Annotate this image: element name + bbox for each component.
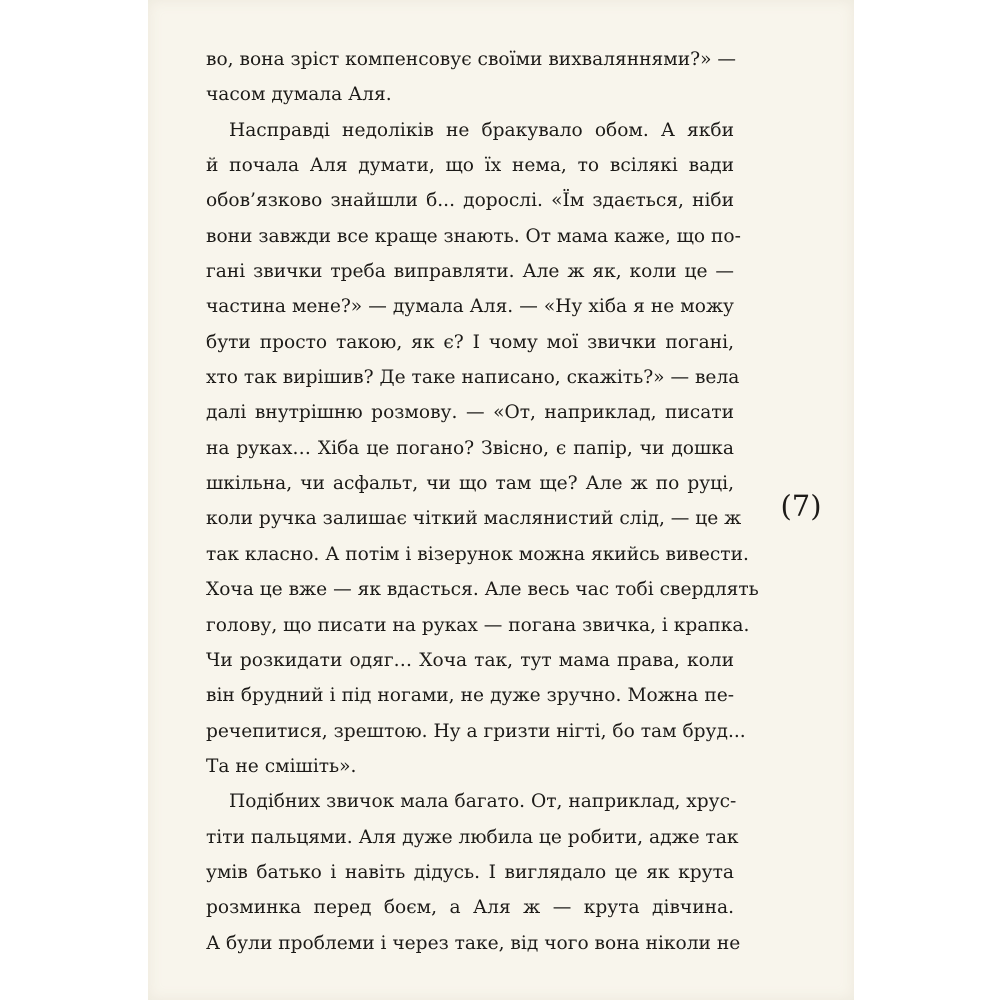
text-line: часом думала Аля. bbox=[206, 84, 392, 106]
text-line: умів батько і навіть дідусь. І виглядало це як крута bbox=[206, 861, 734, 883]
text-line: Подібних звичок мала багато. От, наприклад, хрус- bbox=[229, 791, 737, 813]
text-line: далі внутрішню розмову. — «От, наприклад, писати bbox=[206, 402, 734, 424]
text-line: Хоча це вже — як вдасться. Але весь час тобі свердлять bbox=[206, 579, 759, 601]
body-text bbox=[206, 42, 759, 961]
text-line: розминка перед боєм, а Аля ж — крута дівчина. bbox=[206, 897, 734, 919]
text-line: Чи розкидати одяг… Хоча так, тут мама права, коли bbox=[206, 649, 734, 671]
text-line: й почала Аля думати, що їх нема, то всілякі вади bbox=[206, 155, 734, 177]
text-line: коли ручка залишає чіткий маслянистий слід, — це ж bbox=[206, 508, 742, 530]
text-line: частина мене?» — думала Аля. — «Ну хіба я не можу bbox=[206, 296, 734, 318]
text-line: речепитися, зрештою. Ну а гризти нігті, бо там бруд... bbox=[206, 720, 746, 742]
text-line: шкільна, чи асфальт, чи що там ще? Але ж по руці, bbox=[206, 473, 734, 495]
text-line: він брудний і під ногами, не дуже зручно. Можна пе- bbox=[206, 685, 734, 707]
text-line: А були проблеми і через таке, від чого вона ніколи не bbox=[206, 932, 741, 954]
page-number: (7) bbox=[780, 489, 822, 523]
text-line: Та не смішіть». bbox=[206, 755, 357, 777]
text-line: во, вона зріст компенсовує своїми вихваляннями?» — bbox=[206, 49, 736, 70]
text-line: вони завжди все краще знають. От мама каже, що по- bbox=[206, 225, 741, 247]
text-line: хто так вирішив? Де таке написано, скажіть?» — вела bbox=[206, 367, 740, 389]
book-page bbox=[148, 0, 854, 1000]
text-line: тіти пальцями. Аля дуже любила це робити, адже так bbox=[206, 826, 739, 848]
text-line: на руках… Хіба це погано? Звісно, є папір, чи дошка bbox=[206, 437, 734, 459]
text-line: бути просто такою, як є? І чому мої звички погані, bbox=[206, 331, 734, 353]
text-line: голову, що писати на руках — погана звичка, і крапка. bbox=[206, 614, 750, 636]
text-line: так класно. А потім і візерунок можна якийсь вивести. bbox=[206, 543, 749, 565]
text-line: Насправді недоліків не бракувало обом. А якби bbox=[229, 119, 734, 141]
text-line: обов’язково знайшли б... дорослі. «Їм здається, ніби bbox=[206, 190, 734, 212]
text-line: гані звички треба виправляти. Але ж як, коли це — bbox=[206, 261, 734, 283]
